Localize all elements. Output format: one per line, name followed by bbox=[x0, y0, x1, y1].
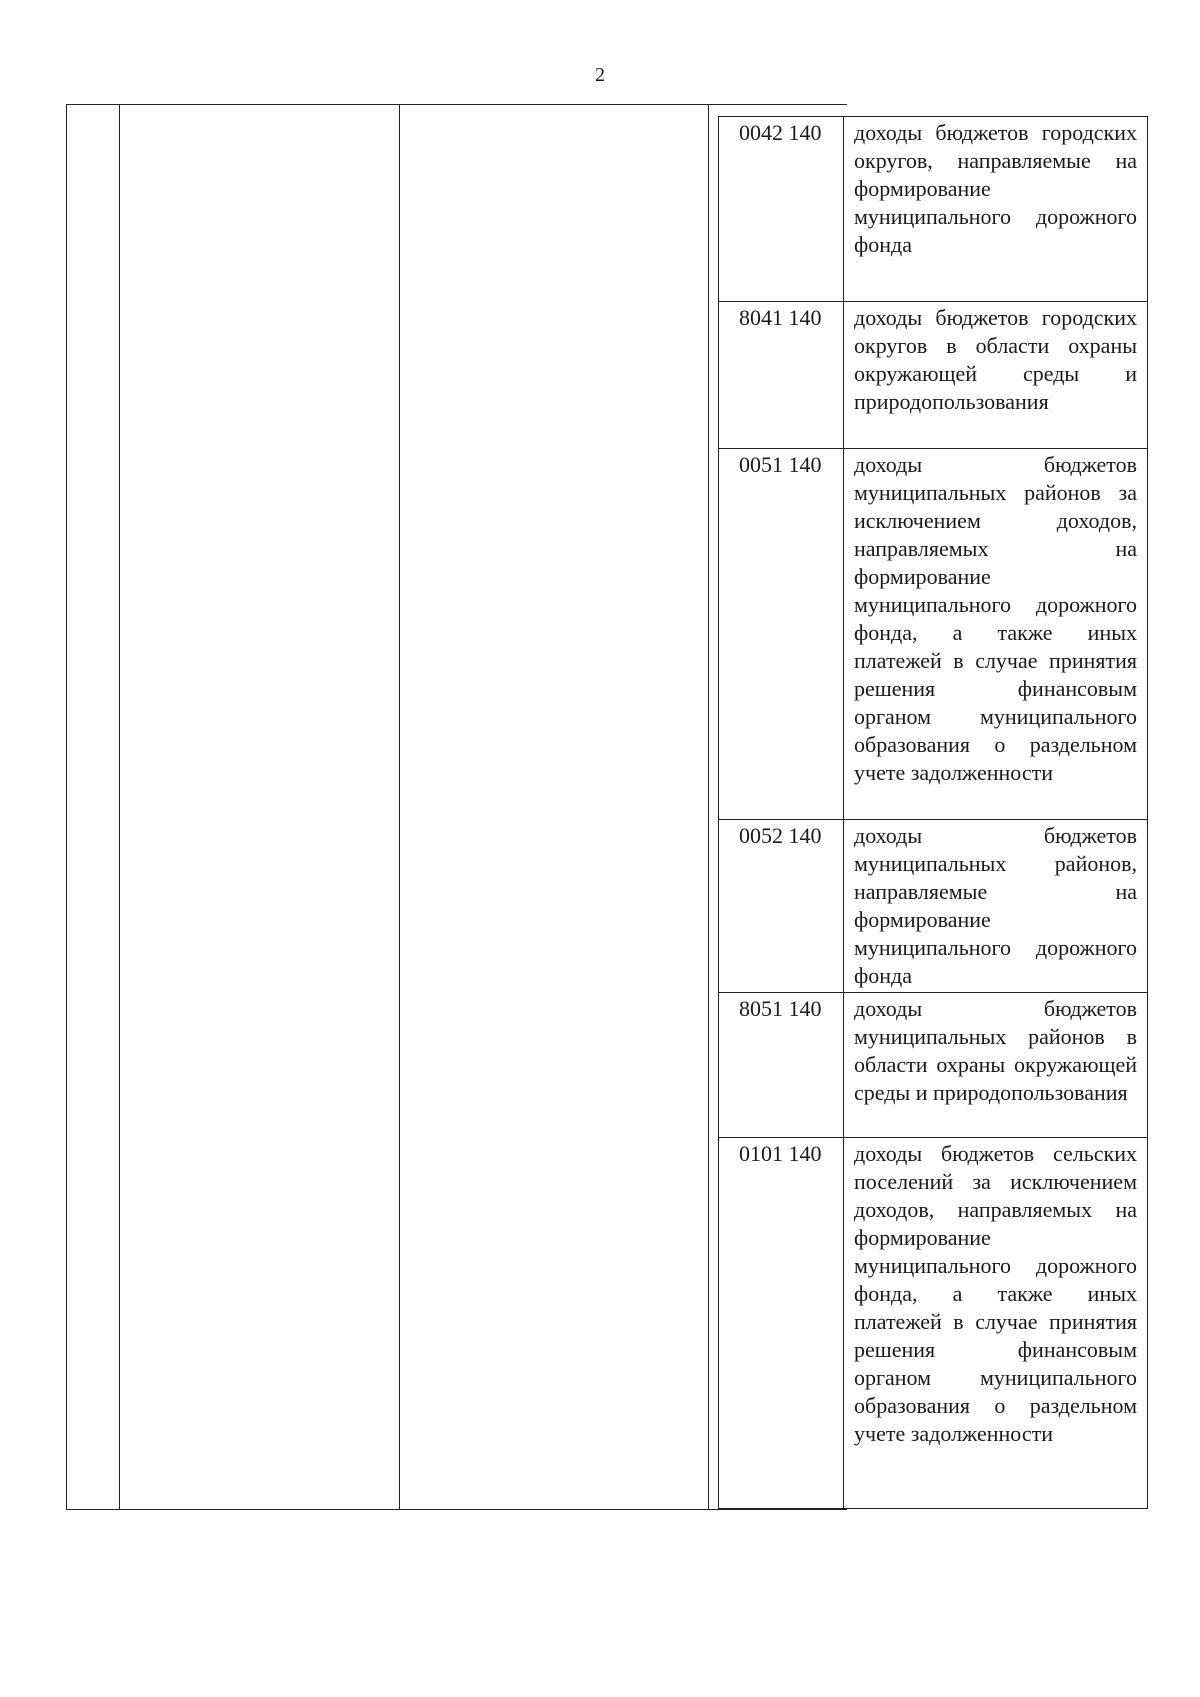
table-row bbox=[719, 302, 1148, 449]
code-cell: 8051 140 bbox=[719, 993, 844, 1138]
column-divider-3 bbox=[708, 105, 709, 1509]
column-divider-2 bbox=[399, 105, 400, 1509]
code-cell: 0052 140 bbox=[719, 820, 844, 993]
description-cell: доходы бюджетов городских округов в области охраны окружающей среды и природопользования bbox=[844, 302, 1148, 449]
description-cell: доходы бюджетов муниципальных районов, направляемые на формирование муниципального дорожного фонда bbox=[844, 820, 1148, 993]
description-cell: доходы бюджетов муниципальных районов за исключением доходов, направляемых на формирование муниципального дорожного фонда, а также иных платежей в случае принятия решения финансовым органом муниципального образования о раздельном учете задолженности bbox=[844, 449, 1148, 820]
description-cell: доходы бюджетов городских округов, направляемые на формирование муниципального дорожного фонда bbox=[844, 117, 1148, 302]
revenue-codes-table bbox=[718, 116, 1148, 1509]
code-cell: 0051 140 bbox=[719, 449, 844, 820]
page-number: 2 bbox=[595, 64, 605, 86]
code-cell: 0101 140 bbox=[719, 1138, 844, 1509]
table-row bbox=[719, 1138, 1148, 1509]
column-divider-1 bbox=[119, 105, 120, 1509]
table-row bbox=[719, 117, 1148, 302]
description-cell: доходы бюджетов сельских поселений за исключением доходов, направляемых на формирование муниципального дорожного фонда, а также иных платежей в случае принятия решения финансовым органом муниципального образования о раздельном учете задолженности bbox=[844, 1138, 1148, 1509]
table-row bbox=[719, 449, 1148, 820]
table-row bbox=[719, 820, 1148, 993]
description-cell: доходы бюджетов муниципальных районов в области охраны окружающей среды и природопользования bbox=[844, 993, 1148, 1138]
code-cell: 0042 140 bbox=[719, 117, 844, 302]
table-row bbox=[719, 993, 1148, 1138]
code-cell: 8041 140 bbox=[719, 302, 844, 449]
